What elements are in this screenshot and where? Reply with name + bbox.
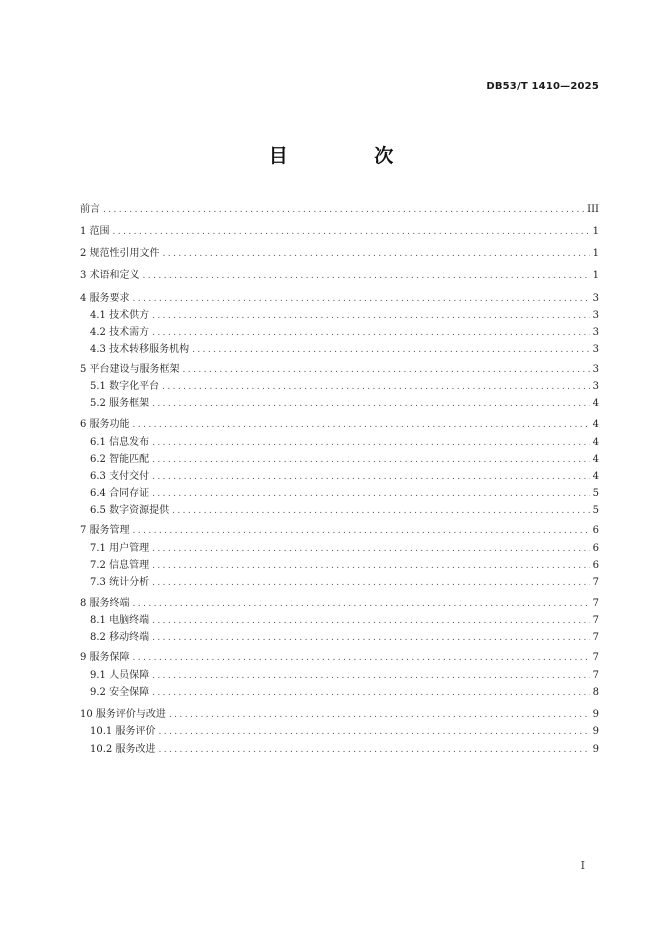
toc-entry-label: 4 服务要求 — [80, 293, 130, 304]
toc-entry[interactable] — [80, 452, 599, 468]
toc-entry-page: 4 — [592, 454, 599, 465]
toc-entry[interactable] — [80, 724, 599, 740]
toc-entry-page: 3 — [592, 310, 599, 321]
page-title: 目 次 — [268, 145, 434, 167]
toc-leader-dots — [163, 246, 590, 262]
toc-entry-label: 3 术语和定义 — [80, 270, 140, 281]
toc-entry-page: 7 — [592, 652, 599, 663]
toc-entry[interactable] — [80, 362, 599, 378]
toc-leader-dots — [152, 325, 590, 341]
toc-entry-page: 5 — [592, 488, 599, 499]
toc-leader-dots — [192, 342, 590, 358]
toc-entry-page: 9 — [592, 744, 599, 755]
toc-leader-dots — [143, 268, 590, 284]
toc-entry-label: 8 服务终端 — [80, 598, 130, 609]
toc-entry-page: 3 — [592, 344, 599, 355]
toc-leader-dots — [152, 396, 590, 412]
toc-leader-dots — [152, 541, 590, 557]
toc-entry-page: 7 — [592, 598, 599, 609]
toc-entry-label: 5.1 数字化平台 — [90, 381, 160, 392]
toc-entry-page: 3 — [592, 381, 599, 392]
toc-entry-page: 1 — [592, 226, 599, 237]
toc-leader-dots — [152, 668, 590, 684]
toc-entry-page: 7 — [592, 670, 599, 681]
toc-entry-page: 7 — [592, 615, 599, 626]
toc-leader-dots — [133, 417, 590, 433]
toc-entry-label: 6.3 支付交付 — [90, 471, 150, 482]
toc-entry-label: 9 服务保障 — [80, 652, 130, 663]
toc-entry-label: 8.1 电脑终端 — [90, 615, 150, 626]
toc-leader-dots — [158, 724, 589, 740]
toc-entry[interactable] — [80, 268, 599, 284]
toc-leader-dots — [152, 685, 590, 701]
toc-entry[interactable] — [80, 541, 599, 557]
toc-entry-page: III — [587, 204, 599, 215]
toc-entry[interactable] — [80, 246, 599, 262]
toc-entry[interactable] — [80, 503, 599, 519]
toc-entry[interactable] — [80, 685, 599, 701]
toc-entry-label: 5.2 服务框架 — [90, 398, 150, 409]
toc-leader-dots — [152, 575, 590, 591]
toc-entry-page: 4 — [592, 398, 599, 409]
toc-entry-page: 7 — [592, 577, 599, 588]
toc-entry[interactable] — [80, 396, 599, 412]
toc-entry[interactable] — [80, 291, 599, 307]
toc-entry-label: 6.1 信息发布 — [90, 437, 150, 448]
toc-entry-page: 1 — [592, 270, 599, 281]
toc-entry[interactable] — [80, 742, 599, 758]
toc-entry-page: 9 — [592, 709, 599, 720]
toc-entry-label: 5 平台建设与服务框架 — [80, 364, 180, 375]
toc-entry[interactable] — [80, 224, 599, 240]
toc-entry-label: 4.1 技术供方 — [90, 310, 150, 321]
toc-entry-page: 3 — [592, 293, 599, 304]
toc-leader-dots — [113, 224, 590, 240]
toc-entry-page: 4 — [592, 471, 599, 482]
toc-entry-page: 4 — [592, 419, 599, 430]
toc-entry[interactable] — [80, 469, 599, 485]
toc-entry[interactable] — [80, 325, 599, 341]
toc-entry[interactable] — [80, 630, 599, 646]
toc-leader-dots — [133, 291, 590, 307]
toc-entry-page: 9 — [592, 726, 599, 737]
toc-entry-page: 3 — [592, 364, 599, 375]
toc-entry-page: 7 — [592, 632, 599, 643]
toc-entry[interactable] — [80, 435, 599, 451]
toc-entry-label: 6.4 合同存证 — [90, 488, 150, 499]
toc-entry[interactable] — [80, 596, 599, 612]
toc-entry-label: 4.3 技术转移服务机构 — [90, 344, 190, 355]
toc-entry-label: 1 范围 — [80, 226, 110, 237]
toc-entry-page: 8 — [592, 687, 599, 698]
toc-entry-page: 4 — [592, 437, 599, 448]
toc-leader-dots — [103, 202, 584, 218]
toc-entry[interactable] — [80, 650, 599, 666]
toc-entry-page: 5 — [592, 505, 599, 516]
toc-entry-label: 2 规范性引用文件 — [80, 248, 160, 259]
toc-entry-page: 1 — [592, 248, 599, 259]
toc-entry[interactable] — [80, 668, 599, 684]
toc-leader-dots — [133, 650, 590, 666]
toc-leader-dots — [152, 435, 590, 451]
toc-entry-label: 6 服务功能 — [80, 419, 130, 430]
toc-entry[interactable] — [80, 558, 599, 574]
toc-entry[interactable] — [80, 379, 599, 395]
toc-entry[interactable] — [80, 613, 599, 629]
toc-entry[interactable] — [80, 202, 599, 218]
toc-entry-label: 10.2 服务改进 — [90, 744, 156, 755]
toc-leader-dots — [158, 742, 589, 758]
toc-entry-label: 7.2 信息管理 — [90, 560, 150, 571]
toc-entry-label: 10 服务评价与改进 — [80, 709, 166, 720]
toc-leader-dots — [152, 630, 590, 646]
toc-entry-label: 前言 — [80, 204, 100, 215]
toc-leader-dots — [162, 379, 590, 395]
toc-entry[interactable] — [80, 575, 599, 591]
toc-leader-dots — [152, 308, 590, 324]
toc-leader-dots — [152, 613, 590, 629]
toc-entry-page: 6 — [592, 543, 599, 554]
toc-entry[interactable] — [80, 342, 599, 358]
toc-leader-dots — [133, 596, 590, 612]
toc-leader-dots — [133, 523, 590, 539]
toc-entry[interactable] — [80, 308, 599, 324]
toc-entry-page: 6 — [592, 560, 599, 571]
toc-entry-label: 6.5 数字资源提供 — [90, 505, 170, 516]
toc-entry-label: 8.2 移动终端 — [90, 632, 150, 643]
toc-leader-dots — [152, 486, 590, 502]
toc-entry[interactable] — [80, 417, 599, 433]
toc-entry-page: 3 — [592, 327, 599, 338]
toc-leader-dots — [152, 452, 590, 468]
toc-entry-label: 9.1 人员保障 — [90, 670, 150, 681]
toc-leader-dots — [152, 558, 590, 574]
toc-leader-dots — [169, 707, 590, 723]
toc-entry-label: 7.3 统计分析 — [90, 577, 150, 588]
toc-entry-label: 4.2 技术需方 — [90, 327, 150, 338]
toc-entry[interactable] — [80, 707, 599, 723]
toc-leader-dots — [183, 362, 590, 378]
toc-entry-label: 10.1 服务评价 — [90, 726, 156, 737]
toc-entry-page: 6 — [592, 525, 599, 536]
toc-entry-label: 7 服务管理 — [80, 525, 130, 536]
toc-entry[interactable] — [80, 523, 599, 539]
toc-leader-dots — [172, 503, 590, 519]
document-code: DB53/T 1410—2025 — [486, 81, 599, 92]
toc-entry[interactable] — [80, 486, 599, 502]
toc-entry-label: 7.1 用户管理 — [90, 543, 150, 554]
page-number: I — [580, 859, 585, 872]
toc-leader-dots — [152, 469, 590, 485]
toc-entry-label: 9.2 安全保障 — [90, 687, 150, 698]
toc-entry-label: 6.2 智能匹配 — [90, 454, 150, 465]
